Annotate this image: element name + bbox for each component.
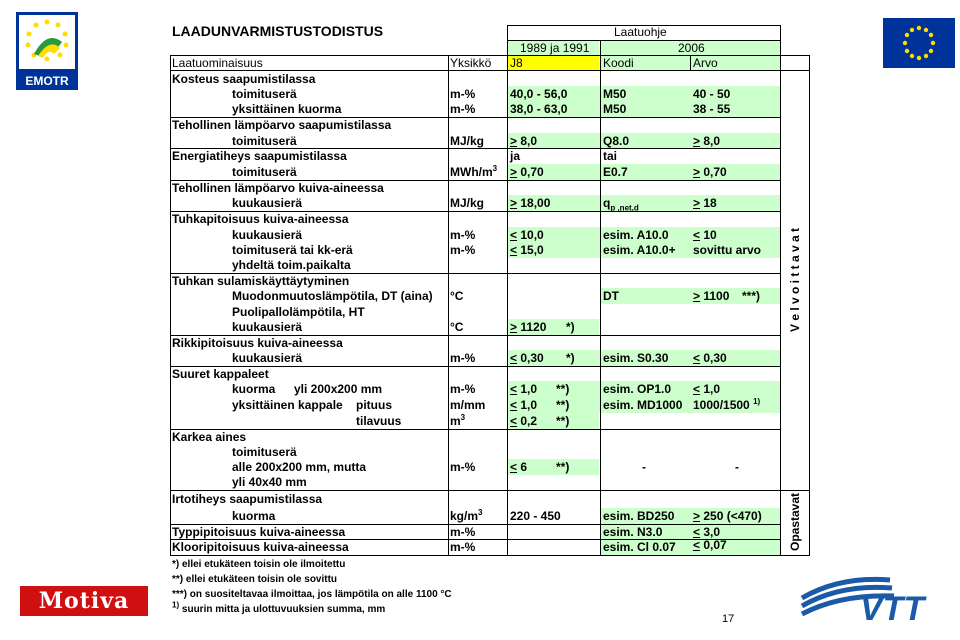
value: 1,0: [517, 398, 538, 412]
row-koodi: esim. MD1000: [603, 398, 683, 412]
row-j8: [510, 228, 544, 242]
sym-ge: >: [510, 134, 518, 148]
row-label: Tehollinen lämpöarvo kuiva-aineessa: [172, 181, 384, 195]
value: 1120: [517, 320, 547, 334]
value: 0,07: [700, 538, 727, 552]
eu-flag-logo: [883, 18, 955, 68]
row-note: *): [566, 320, 575, 334]
row-label2: yli 200x200 mm: [294, 382, 383, 396]
emotr-text: EMOTR: [25, 74, 69, 88]
value: 6: [517, 460, 528, 474]
vrule-left: [170, 55, 171, 555]
sym-le: <: [693, 538, 701, 552]
sym-le: <: [693, 525, 701, 539]
row-arvo: [693, 228, 717, 242]
row-j8: [510, 382, 537, 396]
vtt-logo: [800, 572, 950, 624]
rule-70: [170, 70, 810, 71]
row-unit: m-%: [450, 351, 476, 365]
row-unit: °C: [450, 289, 464, 303]
row-label: yksittäinen kuorma: [232, 102, 342, 116]
unit-text: kg/m: [450, 509, 479, 523]
row-unit: [450, 509, 482, 523]
row-unit: m-%: [450, 243, 476, 257]
sym-le: <: [693, 351, 701, 365]
row-label: Irtotiheys saapumistilassa: [172, 492, 323, 506]
value: 0,30: [700, 351, 727, 365]
velvoittavat-label: V e l v o i t t a v a t: [788, 227, 802, 333]
sym-le: <: [693, 228, 701, 242]
row-unit: m-%: [450, 382, 476, 396]
sym-ge: >: [693, 165, 701, 179]
row-label: Tehollinen lämpöarvo saapumistilassa: [172, 118, 392, 132]
rule-490: [170, 490, 810, 491]
vrule-right: [780, 25, 781, 555]
row-j8: [510, 351, 544, 365]
row-note: *): [566, 351, 575, 365]
row-label: Energiatiheys saapumistilassa: [172, 149, 347, 163]
value: 250 (<470): [700, 509, 762, 523]
value: 0,2: [517, 414, 538, 428]
side-velvoittavat: [782, 70, 808, 490]
bg-green-3: [507, 164, 780, 180]
vrule-koodi: [600, 40, 601, 555]
row-j8: 38,0 - 63,0: [510, 102, 568, 116]
row-arvo: [693, 509, 762, 523]
row-unit: m-%: [450, 525, 476, 539]
row-j8: [510, 320, 546, 334]
row-j8: [510, 460, 527, 474]
vrule-j8: [507, 25, 508, 555]
value: 10: [700, 228, 717, 242]
value: 1000/1500: [693, 398, 750, 412]
sym-le: <: [510, 228, 518, 242]
row-label: Kosteus saapumistilassa: [172, 72, 316, 86]
footnote-3: ***) on suositeltavaa ilmoittaa, jos lämpötila on alle 1100 °C: [172, 589, 452, 600]
row-unit: m-%: [450, 228, 476, 242]
value: 1,0: [700, 382, 721, 396]
row-j8: [510, 243, 544, 257]
row-koodi: esim. N3.0: [603, 525, 663, 539]
row-arvo: [693, 525, 720, 539]
rule-555: [170, 555, 810, 556]
row-label: yhdeltä toim.paikalta: [232, 258, 351, 272]
row-koodi: esim. S0.30: [603, 351, 669, 365]
sym-le: <: [510, 382, 518, 396]
row-unit: m-%: [450, 102, 476, 116]
row-label: toimituserä: [232, 445, 297, 459]
header-year-1989: 1989 ja 1991: [520, 41, 590, 55]
row-koodi: Q8.0: [603, 134, 630, 148]
row-label2: pituus: [356, 398, 392, 412]
row-note: **): [556, 382, 570, 396]
svg-text:VTT: VTT: [860, 590, 925, 624]
row-label: alle 200x200 mm, mutta: [232, 460, 367, 474]
value: 18: [700, 196, 717, 210]
row-j8: [510, 134, 537, 148]
row-unit: °C: [450, 320, 464, 334]
sym-ge: >: [510, 320, 518, 334]
row-arvo: [693, 398, 760, 412]
row-unit: MJ/kg: [450, 134, 485, 148]
koodi-q: q: [603, 196, 611, 210]
row-label: toimituserä: [232, 134, 297, 148]
value: 1,0: [517, 382, 538, 396]
header-koodi: Koodi: [603, 56, 634, 70]
row-unit: MJ/kg: [450, 196, 485, 210]
rule-429: [170, 429, 780, 430]
row-label: Muodonmuutoslämpötila, DT (aina): [232, 289, 433, 303]
value: 8,0: [517, 134, 538, 148]
row-label: toimituserä tai kk-erä: [232, 243, 353, 257]
value: 0,70: [700, 165, 727, 179]
header-j8: J8: [510, 56, 523, 70]
row-koodi: esim. OP1.0: [603, 382, 672, 396]
value: 15,0: [517, 243, 544, 257]
row-koodi: esim. Cl 0.07: [603, 540, 676, 554]
row-arvo: [693, 289, 729, 303]
row-unit: m-%: [450, 540, 476, 554]
sym-le: <: [510, 460, 518, 474]
row-j8: 40,0 - 56,0: [510, 87, 568, 101]
footnote-2: **) ellei etukäteen toisin ole sovittu: [172, 574, 338, 585]
sym-le: <: [510, 351, 518, 365]
header-laatuohje: Laatuohje: [614, 25, 667, 39]
row-unit: [450, 414, 465, 428]
unit-sup: 3: [460, 413, 466, 422]
row-label: toimituserä: [232, 87, 297, 101]
row-koodi: [603, 196, 639, 213]
page-title: LAADUNVARMISTUSTODISTUS: [172, 23, 384, 39]
unit-sup: 3: [492, 164, 498, 173]
header-year-2006: 2006: [678, 41, 705, 55]
row-label: Suuret kappaleet: [172, 367, 269, 381]
row-note: ***): [742, 289, 761, 303]
footnote-text: suurin mitta ja ulottuvuuksien summa, mm: [179, 604, 386, 615]
row-koodi: esim. BD250: [603, 509, 675, 523]
koodi-sub: p ,net,d: [610, 203, 639, 213]
row-label: Tuhkapitoisuus kuiva-aineessa: [172, 212, 349, 226]
row-j8: [510, 398, 537, 412]
sym-ge: >: [693, 196, 701, 210]
page-number: 17: [722, 613, 735, 625]
header-yksikko: Yksikkö: [450, 56, 492, 70]
row-j8: [510, 165, 544, 179]
sym-ge: >: [693, 134, 701, 148]
row-note: **): [556, 398, 570, 412]
row-koodi: E0.7: [603, 165, 628, 179]
sym-le: <: [510, 398, 518, 412]
row-label: kuorma: [232, 382, 276, 396]
emotr-logo: [16, 12, 78, 90]
row-unit: [450, 165, 497, 179]
side-opastavat: [782, 490, 808, 555]
vrule-arvo: [690, 55, 691, 70]
row-label: tilavuus: [356, 414, 402, 428]
row-unit: m-%: [450, 87, 476, 101]
unit-text: m: [450, 414, 461, 428]
opastavat-label: Opastavat: [788, 492, 802, 552]
sym-ge: >: [510, 196, 518, 210]
sym-ge: >: [693, 509, 701, 523]
row-koodi: esim. A10.0: [603, 228, 669, 242]
row-j8: 220 - 450: [510, 509, 561, 523]
row-koodi: -: [642, 460, 646, 474]
value: 10,0: [517, 228, 544, 242]
sym-le: <: [510, 243, 518, 257]
sym-ge: >: [693, 289, 701, 303]
value: 18,00: [517, 196, 551, 210]
footnote-4: [172, 600, 386, 616]
arvo-sup: 1): [753, 397, 761, 406]
row-label: toimituserä: [232, 165, 297, 179]
row-label: Rikkipitoisuus kuiva-aineessa: [172, 336, 343, 350]
row-j8: [510, 414, 537, 428]
row-koodi: M50: [603, 87, 627, 101]
vrule-side: [809, 55, 810, 555]
row-arvo: -: [735, 460, 739, 474]
footnote-1: *) ellei etukäteen toisin ole ilmoitettu: [172, 559, 346, 570]
row-unit: m/mm: [450, 398, 486, 412]
sym-le: <: [693, 382, 701, 396]
row-note: **): [556, 460, 570, 474]
row-label: Tuhkan sulamiskäyttäytyminen: [172, 274, 350, 288]
value: 0,70: [517, 165, 544, 179]
value: 3,0: [700, 525, 721, 539]
row-koodi: M50: [603, 102, 627, 116]
row-arvo: [693, 196, 717, 210]
unit-text: MWh/m: [450, 165, 493, 179]
row-j8: [510, 196, 550, 210]
row-unit: m-%: [450, 460, 476, 474]
value: 0,30: [517, 351, 544, 365]
row-label: Klooripitoisuus kuiva-aineessa: [172, 540, 349, 554]
unit-sup: 3: [478, 508, 483, 517]
motiva-text: Motiva: [38, 588, 130, 614]
row-label: yli 40x40 mm: [232, 475, 307, 489]
row-koodi: esim. A10.0+: [603, 243, 676, 257]
sym-ge: >: [510, 165, 518, 179]
row-arvo: [693, 165, 727, 179]
row-j8: ja: [510, 149, 521, 163]
row-arvo: [693, 382, 720, 396]
header-arvo: Arvo: [693, 56, 718, 70]
row-label: kuorma: [232, 509, 276, 523]
value: 8,0: [700, 134, 721, 148]
header-laatuominaisuus: Laatuominaisuus: [172, 56, 263, 70]
row-arvo: [693, 134, 720, 148]
bg-green-2: [507, 133, 780, 148]
row-label: Typpipitoisuus kuiva-aineessa: [172, 525, 346, 539]
row-label: yksittäinen kappale: [232, 398, 343, 412]
row-note: **): [556, 414, 570, 428]
row-label: kuukausierä: [232, 228, 303, 242]
row-label: kuukausierä: [232, 196, 303, 210]
row-koodi: DT: [603, 289, 619, 303]
row-label: Puolipallolämpötila, HT: [232, 305, 365, 319]
row-label: kuukausierä: [232, 320, 303, 334]
row-label: kuukausierä: [232, 351, 303, 365]
row-arvo: 40 - 50: [693, 87, 731, 101]
row-arvo: [693, 351, 727, 365]
row-arvo: 38 - 55: [693, 102, 731, 116]
vrule-unit: [448, 55, 449, 555]
motiva-logo: [20, 586, 148, 616]
sym-le: <: [510, 414, 518, 428]
row-label: Karkea aines: [172, 430, 247, 444]
footnote-mark: 1): [172, 600, 180, 610]
row-arvo: [693, 538, 727, 552]
row-arvo: sovittu arvo: [693, 243, 762, 257]
value: 1100: [700, 289, 730, 303]
row-koodi: tai: [603, 149, 618, 163]
